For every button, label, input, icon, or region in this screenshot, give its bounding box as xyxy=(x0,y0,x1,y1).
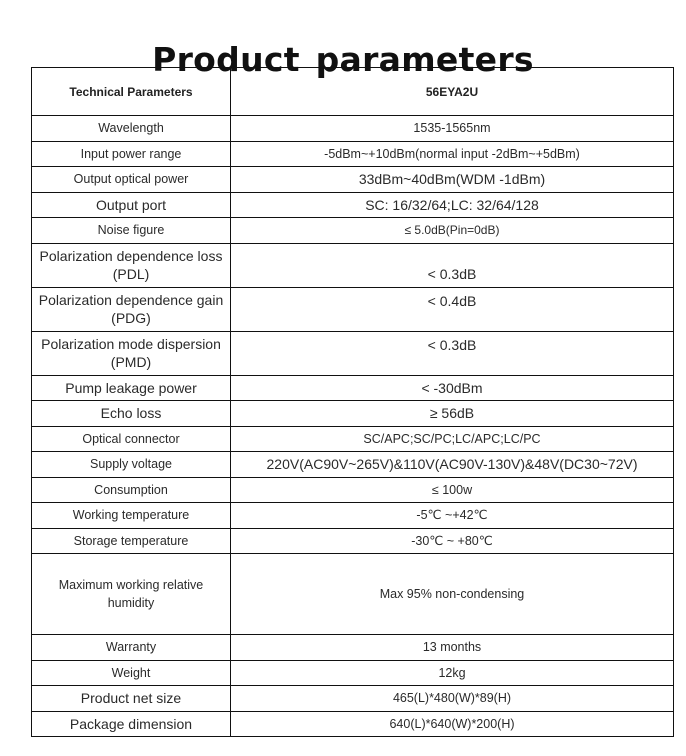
table-row xyxy=(32,375,674,401)
table-row xyxy=(32,503,674,529)
value-cell: 13 months xyxy=(231,635,674,661)
table-row xyxy=(32,218,674,244)
value-cell: < -30dBm xyxy=(231,375,674,401)
table-row xyxy=(32,635,674,661)
table-row xyxy=(32,192,674,218)
param-cell: Wavelength xyxy=(32,116,231,142)
param-cell: Product net size xyxy=(32,686,231,712)
table-row xyxy=(32,141,674,167)
table-row xyxy=(32,711,674,737)
value-cell: < 0.3dB xyxy=(231,331,674,375)
param-cell: Noise figure xyxy=(32,218,231,244)
table-row xyxy=(32,331,674,375)
param-cell: Supply voltage xyxy=(32,452,231,478)
param-cell: Working temperature xyxy=(32,503,231,529)
value-cell: 12kg xyxy=(231,660,674,686)
param-cell: Polarization dependence loss (PDL) xyxy=(32,243,231,287)
value-cell: 465(L)*480(W)*89(H) xyxy=(231,686,674,712)
page-title: Product parameters xyxy=(152,40,534,80)
param-cell: Consumption xyxy=(32,477,231,503)
table-row xyxy=(32,287,674,331)
table-row xyxy=(32,660,674,686)
product-parameters-table xyxy=(31,67,674,737)
header-model-cell: 56EYA2U xyxy=(231,68,674,116)
param-cell: Optical connector xyxy=(32,426,231,452)
value-cell: ≤ 5.0dB(Pin=0dB) xyxy=(231,218,674,244)
param-cell: Output port xyxy=(32,192,231,218)
table-row xyxy=(32,243,674,287)
value-cell: < 0.3dB xyxy=(231,243,674,287)
param-cell: Pump leakage power xyxy=(32,375,231,401)
param-cell: Input power range xyxy=(32,141,231,167)
value-cell: SC: 16/32/64;LC: 32/64/128 xyxy=(231,192,674,218)
header-param-cell: Technical Parameters xyxy=(32,68,231,116)
value-cell: 220V(AC90V~265V)&110V(AC90V-130V)&48V(DC30~72V) xyxy=(231,452,674,478)
param-cell: Polarization dependence gain (PDG) xyxy=(32,287,231,331)
value-cell: Max 95% non-condensing xyxy=(231,554,674,635)
table-row xyxy=(32,452,674,478)
param-cell: Storage temperature xyxy=(32,528,231,554)
value-cell: 33dBm~40dBm(WDM -1dBm) xyxy=(231,167,674,193)
value-cell: < 0.4dB xyxy=(231,287,674,331)
param-cell: Warranty xyxy=(32,635,231,661)
param-cell: Maximum working relative humidity xyxy=(32,554,231,635)
value-cell: SC/APC;SC/PC;LC/APC;LC/PC xyxy=(231,426,674,452)
table-header-row xyxy=(32,68,674,116)
table-row xyxy=(32,528,674,554)
value-cell: 640(L)*640(W)*200(H) xyxy=(231,711,674,737)
table-row xyxy=(32,116,674,142)
param-cell: Output optical power xyxy=(32,167,231,193)
param-cell: Weight xyxy=(32,660,231,686)
value-cell: -5℃ ~+42℃ xyxy=(231,503,674,529)
value-cell: -30℃ ~ +80℃ xyxy=(231,528,674,554)
value-cell: ≤ 100w xyxy=(231,477,674,503)
table-row xyxy=(32,167,674,193)
param-cell: Echo loss xyxy=(32,401,231,427)
table-row xyxy=(32,686,674,712)
table-row xyxy=(32,426,674,452)
param-cell: Package dimension xyxy=(32,711,231,737)
value-cell: -5dBm~+10dBm(normal input -2dBm~+5dBm) xyxy=(231,141,674,167)
table-row xyxy=(32,554,674,635)
table-row xyxy=(32,477,674,503)
table-row xyxy=(32,401,674,427)
value-cell: 1535-1565nm xyxy=(231,116,674,142)
value-cell: ≥ 56dB xyxy=(231,401,674,427)
param-cell: Polarization mode dispersion (PMD) xyxy=(32,331,231,375)
